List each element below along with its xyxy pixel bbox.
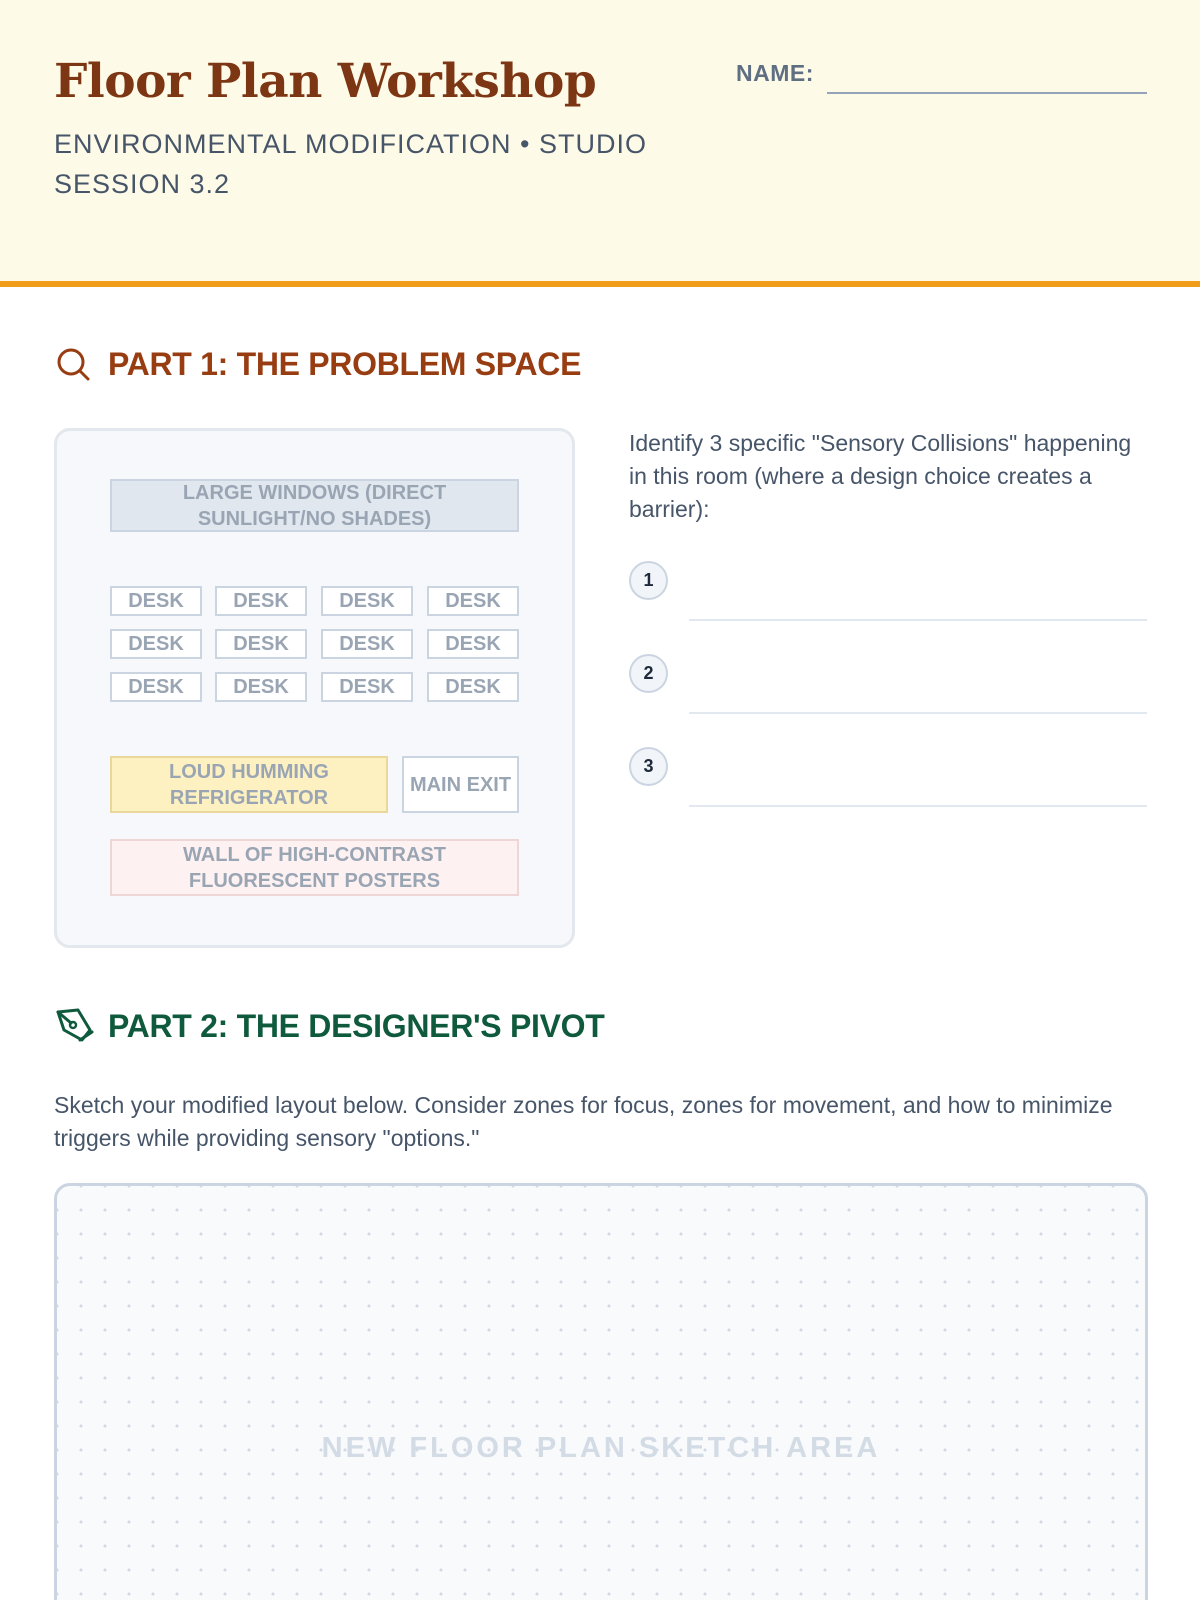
refrigerator-zone: LOUD HUMMING REFRIGERATOR <box>110 756 388 813</box>
desk: DESK <box>321 629 413 659</box>
search-icon <box>54 344 94 384</box>
sketch-area[interactable] <box>54 1183 1148 1600</box>
part2-title: PART 2: THE DESIGNER'S PIVOT <box>108 1007 605 1044</box>
part1-title: PART 1: THE PROBLEM SPACE <box>108 345 582 382</box>
desk: DESK <box>321 586 413 616</box>
desk: DESK <box>110 629 202 659</box>
desk: DESK <box>427 629 519 659</box>
answer-line-2[interactable] <box>689 712 1147 714</box>
answer-line-3[interactable] <box>689 805 1147 807</box>
problem-floor-plan <box>54 428 575 948</box>
desk: DESK <box>427 586 519 616</box>
posters-wall-zone: WALL OF HIGH-CONTRAST FLUORESCENT POSTERS <box>110 839 519 896</box>
page-subtitle: ENVIRONMENTAL MODIFICATION • STUDIO SESSION 3.2 <box>54 129 647 199</box>
desk: DESK <box>110 586 202 616</box>
worksheet-header <box>0 0 1200 287</box>
main-exit-zone: MAIN EXIT <box>402 756 519 813</box>
desk: DESK <box>321 672 413 702</box>
sketch-area-label: NEW FLOOR PLAN SKETCH AREA <box>321 1432 881 1464</box>
name-field[interactable] <box>827 92 1147 94</box>
name-label: NAME: <box>736 60 814 86</box>
part1-heading <box>54 344 581 384</box>
desk: DESK <box>427 672 519 702</box>
desk: DESK <box>110 672 202 702</box>
answer-line-1[interactable] <box>689 619 1147 621</box>
answer-number-2: 2 <box>629 654 668 693</box>
desk: DESK <box>215 672 307 702</box>
answer-number-3: 3 <box>629 747 668 786</box>
desk: DESK <box>215 586 307 616</box>
pen-tool-icon <box>54 1006 94 1046</box>
part2-heading <box>54 1006 604 1046</box>
large-windows-zone: LARGE WINDOWS (DIRECT SUNLIGHT/NO SHADES) <box>110 479 519 532</box>
desk: DESK <box>215 629 307 659</box>
part2-prompt: Sketch your modified layout below. Consider zones for focus, zones for movement, and how to minimize triggers while providing sensory "options." <box>54 1092 1113 1151</box>
answer-number-1: 1 <box>629 561 668 600</box>
part1-prompt: Identify 3 specific "Sensory Collisions" happening in this room (where a design choice creates a barrier): <box>629 430 1132 522</box>
page-title: Floor Plan Workshop <box>54 54 597 109</box>
